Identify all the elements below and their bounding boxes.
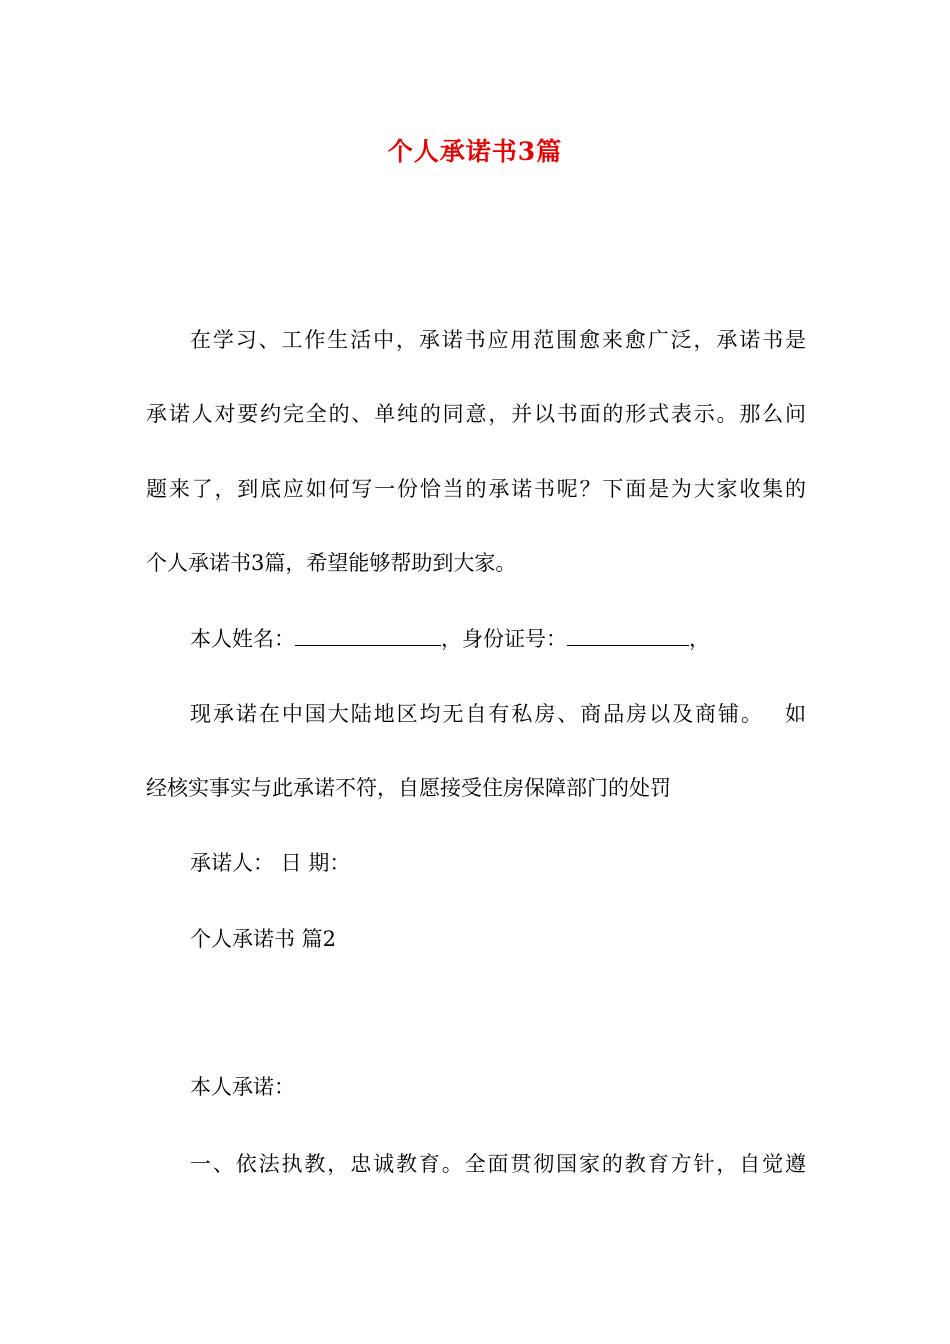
id-label: ，身份证号： (441, 627, 567, 651)
intro-line-2: 承诺人对要约完全的、单纯的同意，并以书面的形式表示。那么问 (146, 402, 806, 426)
id-blank (567, 627, 689, 646)
pledge1-line-1: 现承诺在中国大陆地区均无自有私房、商品房以及商铺。 如 (190, 702, 806, 726)
pledge1-line-2: 经核实事实与此承诺不符，自愿接受住房保障部门的处罚 (146, 776, 671, 800)
section2-heading: 个人承诺书 篇2 (190, 927, 337, 951)
section2-intro: 本人承诺： (190, 1075, 295, 1099)
intro-line-1: 在学习、工作生活中，承诺书应用范围愈来愈广泛，承诺书是 (190, 328, 806, 352)
document-title: 个人承诺书3篇 (387, 137, 563, 166)
form-line (190, 624, 806, 654)
intro-line-4: 个人承诺书3篇，希望能够帮助到大家。 (146, 551, 517, 575)
form-trailing-comma: ， (689, 627, 710, 651)
section2-item-1: 一、依法执教，忠诚教育。全面贯彻国家的教育方针，自觉遵 (190, 1152, 806, 1176)
name-blank (295, 627, 441, 646)
intro-line-3: 题来了，到底应如何写一份恰当的承诺书呢？下面是为大家收集的 (146, 477, 806, 501)
name-label: 本人姓名： (190, 627, 295, 651)
signature-line: 承诺人： 日 期： (190, 851, 351, 875)
